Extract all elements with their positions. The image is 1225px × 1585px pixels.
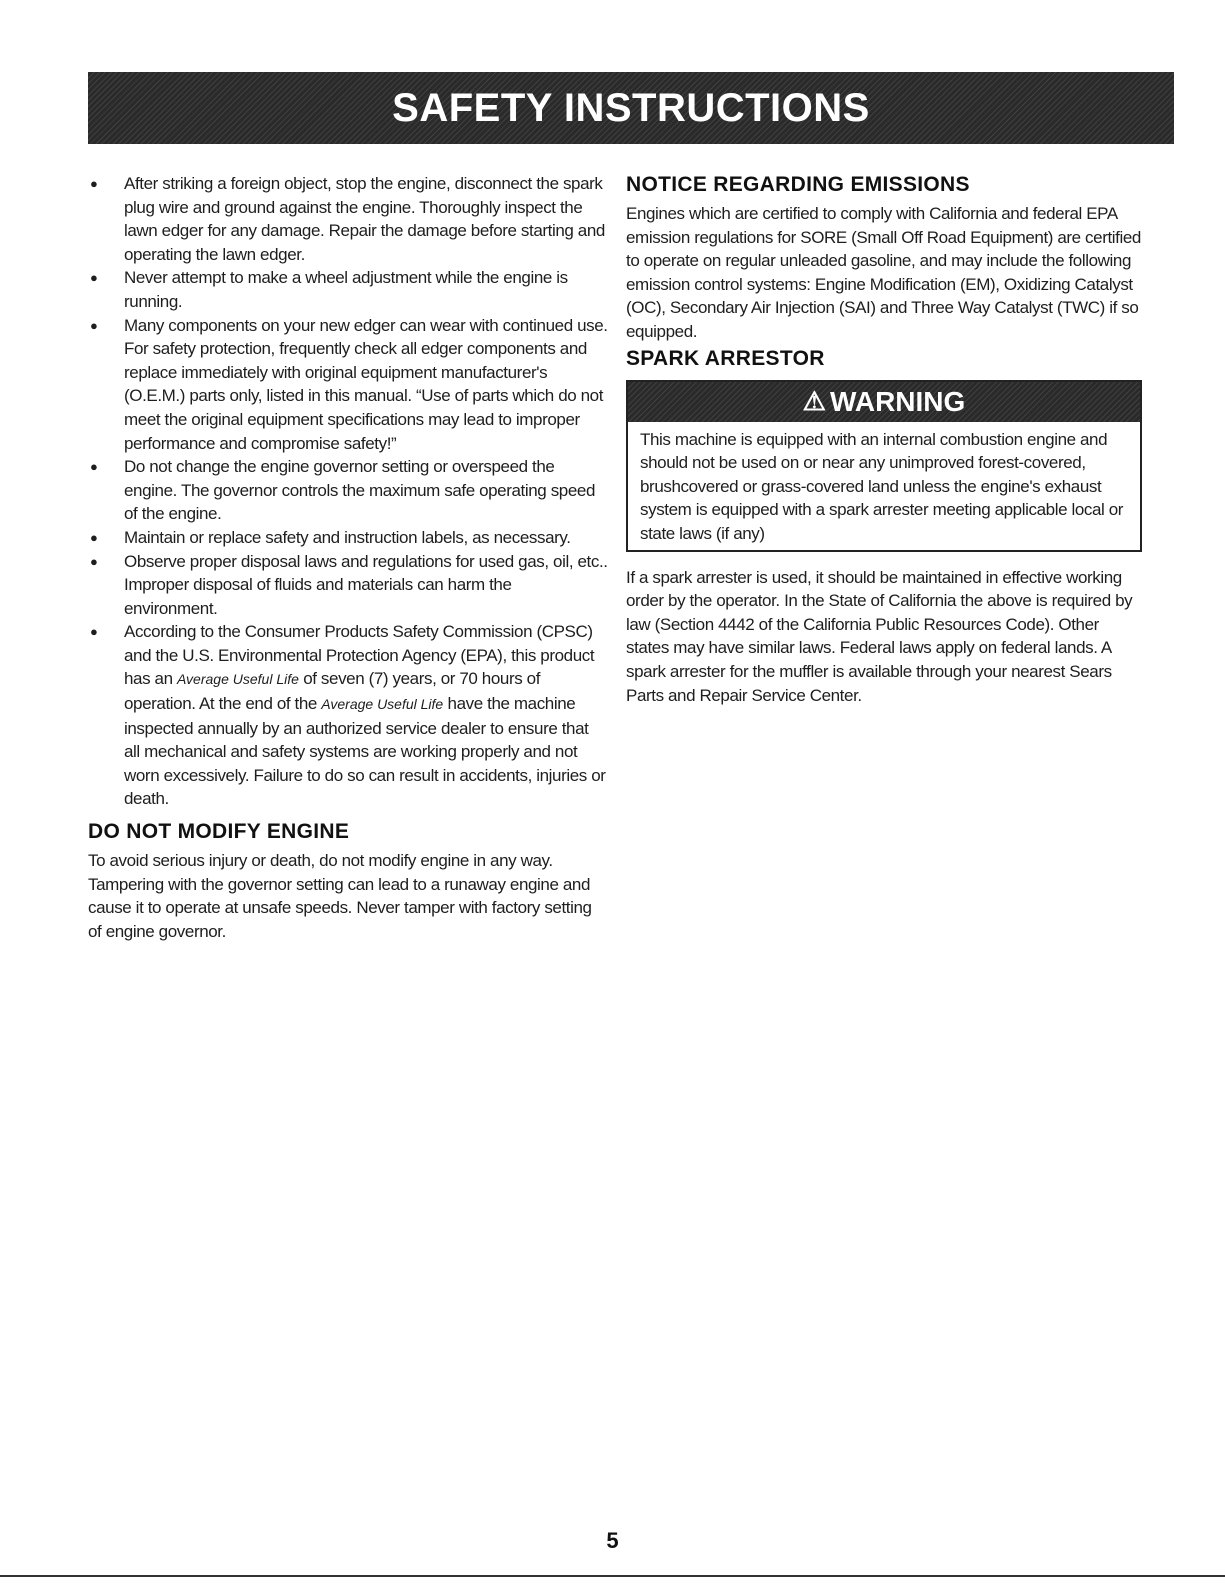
warning-header — [628, 382, 1140, 422]
section-heading-modify-engine: DO NOT MODIFY ENGINE — [88, 820, 350, 844]
useful-life-text-part3: have the machine inspected annually by an authorized service dealer to ensure that all mechanical and safety systems are working properly and not worn excessively. Failure to do so can result in accidents, injuries or death. — [124, 694, 606, 809]
list-item — [88, 172, 608, 266]
bottom-divider — [0, 1575, 1225, 1577]
bullet-icon: ● — [90, 624, 98, 640]
useful-life-text-part2: of seven (7) years, or 70 hours of operation. At the end of the — [124, 669, 541, 714]
warning-text: This machine is equipped with an internal combustion engine and should not be used on or near any unimproved forest-covered, brushcovered or grass-covered land unless the engine's exhaust system is equipped with a spark arrester meeting applicable local or state laws (if any) — [640, 429, 1124, 543]
section-heading-spark-arrestor: SPARK ARRESTOR — [626, 346, 825, 370]
list-item-useful-life — [88, 620, 608, 811]
bullet-icon: ● — [90, 459, 98, 475]
bullet-icon: ● — [90, 529, 98, 545]
emissions-text: Engines which are certified to comply with California and federal EPA emission regulations for SORE (Small Off Road Equipment) are certified to operate on regular unleaded gasoline, and may include the following emission control systems: Engine Modification (EM), Oxidizing Catalyst (OC), Secondary Air Injection (SAI) and Three Way Catalyst (TWC) if so equipped. — [626, 204, 1141, 341]
bullet-icon: ● — [90, 317, 98, 333]
page-title: SAFETY INSTRUCTIONS — [392, 85, 870, 130]
warning-box — [626, 380, 1142, 552]
warning-label: WARNING — [829, 385, 966, 417]
useful-life-term: Average Useful Life — [176, 671, 299, 688]
bullet-icon: ● — [90, 553, 98, 569]
section-heading-emissions: NOTICE REGARDING EMISSIONS — [626, 173, 970, 196]
bullet-icon: ● — [90, 270, 98, 286]
modify-engine-text: To avoid serious injury or death, do not modify engine in any way. Tampering with the governor setting can lead to a runaway engine and cause it to operate at unsafe speeds. Never tamper with factory setting of engine governor. — [88, 851, 592, 941]
list-item — [88, 550, 608, 621]
page-header-banner — [88, 72, 1174, 144]
useful-life-term: Average Useful Life — [321, 696, 444, 713]
warning-triangle-icon: ⚠ — [802, 386, 826, 417]
list-item — [88, 526, 608, 550]
list-item-text: Do not change the engine governor setting or overspeed the engine. The governor controls the maximum safe operating speed of the engine. — [124, 457, 596, 524]
list-item-text: Many components on your new edger can wear with continued use. For safety protection, frequently check all edger components and replace immediately with original equipment manufacturer's (O.E.M.) parts only, listed in this manual. “Use of parts which do not meet the original equipment specifications may lead to improper performance and compromise safety!” — [124, 315, 608, 453]
list-item-text: After striking a foreign object, stop the engine, disconnect the spark plug wire and ground against the engine. Thoroughly inspect the lawn edger for any damage. Repair the damage before starting and operating the lawn edger. — [124, 174, 605, 264]
bullet-icon: ● — [90, 176, 98, 191]
right-column — [626, 172, 1146, 707]
list-item — [88, 314, 608, 456]
page-number: 5 — [606, 1528, 619, 1553]
safety-bullet-list — [88, 172, 608, 811]
useful-life-text-part1: According to the Consumer Products Safety Commission (CPSC) and the U.S. Environmental Protection Agency (EPA), this product has an — [124, 622, 595, 689]
spark-arrester-text: If a spark arrester is used, it should be maintained in effective working order by the operator. In the State of California the above is required by law (Section 4442 of the California Public Resources Code). Other states may have similar laws. Federal laws apply on federal lands. A spark arrester for the muffler is available through your nearest Sears Parts and Repair Service Center. — [626, 567, 1133, 705]
list-item — [88, 266, 608, 313]
list-item-text: Observe proper disposal laws and regulations for used gas, oil, etc.. Improper disposal of fluids and materials can harm the environment. — [124, 551, 608, 618]
list-item — [88, 455, 608, 526]
left-column — [88, 172, 608, 943]
list-item-text: Never attempt to make a wheel adjustment while the engine is running. — [124, 268, 568, 311]
list-item-text: Maintain or replace safety and instruction labels, as necessary. — [124, 527, 571, 547]
